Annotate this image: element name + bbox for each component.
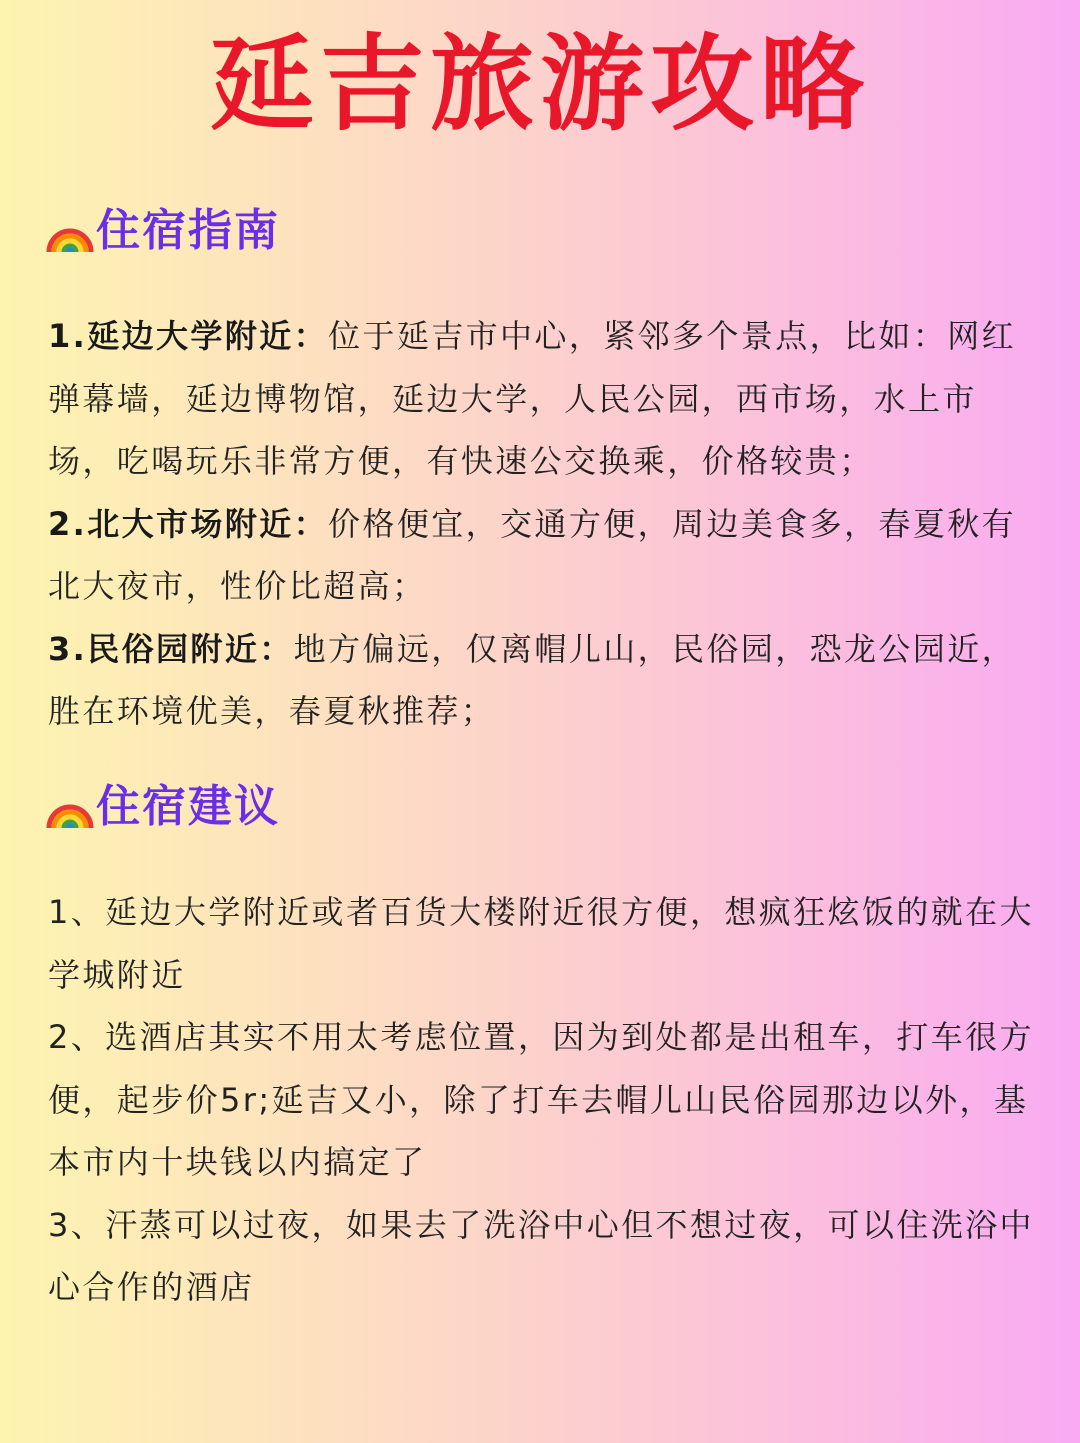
list-item-lead: 1.延边大学附近： xyxy=(48,317,329,355)
list-item-lead: 3.民俗园附近： xyxy=(48,629,294,668)
section-heading-text: 住宿建议 xyxy=(96,781,280,832)
section-heading-accommodation-guide xyxy=(46,203,280,259)
list-item: 2、选酒店其实不用太考虑位置，因为到处都是出租车，打车很方便，起步价5r;延吉又小，除了打车去帽儿山民俗园那边以外，基本市内十块钱以内搞定了 xyxy=(48,1018,1034,1181)
list-item: 1、延边大学附近或者百货大楼附近很方便，想疯狂炫饭的就在大学城附近 xyxy=(48,893,1034,994)
list-item: 3、汗蒸可以过夜，如果去了洗浴中心但不想过夜，可以住洗浴中心合作的酒店 xyxy=(48,1205,1034,1306)
list-item-text: 位于延吉市中心，紧邻多个景点，比如：网红弹幕墙，延边博物馆，延边大学，人民公园，西市场，水上市场，吃喝玩乐非常方便，有快速公交换乘，价格较贵； xyxy=(48,317,1017,480)
list-item-text: 地方偏远，仅离帽儿山，民俗园，恐龙公园近，胜在环境优美，春夏秋推荐； xyxy=(48,629,1017,730)
list-item xyxy=(48,305,1038,493)
section-heading-accommodation-tips xyxy=(46,779,280,835)
rainbow-icon xyxy=(46,784,94,832)
accommodation-guide-list xyxy=(48,305,1038,743)
list-item-text: 价格便宜，交通方便，周边美食多，春夏秋有北大夜市，性价比超高； xyxy=(48,504,1017,605)
page-title: 延吉旅游攻略 xyxy=(209,23,870,145)
section-heading-text: 住宿指南 xyxy=(96,205,280,256)
list-item xyxy=(48,618,1038,743)
list-item xyxy=(48,493,1038,618)
list-item-lead: 2.北大市场附近： xyxy=(48,504,329,543)
rainbow-icon xyxy=(46,208,94,256)
accommodation-tips-list xyxy=(48,881,1038,1319)
